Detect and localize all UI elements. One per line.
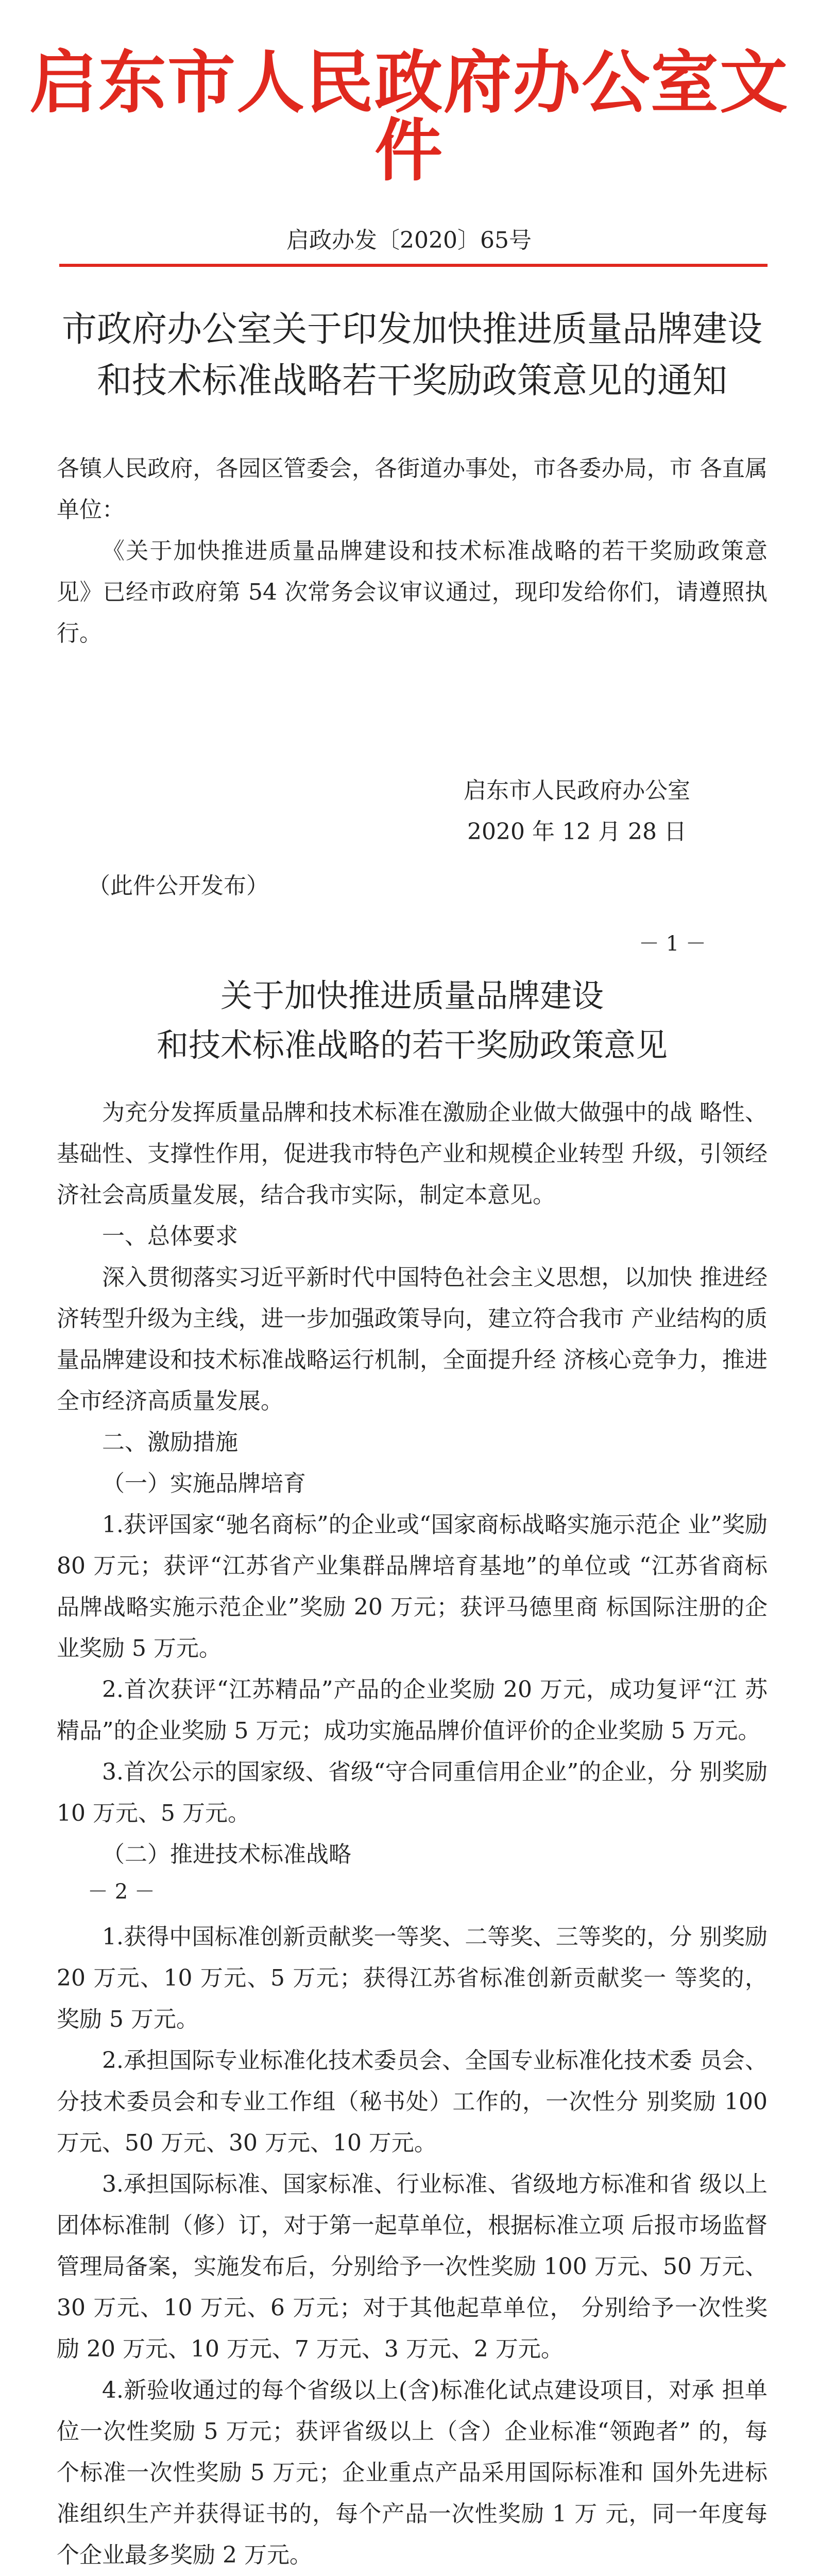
red-divider [59,264,768,267]
standard-item-1: 1.获得中国标准创新贡献奖一等奖、二等奖、三等奖的，分 别奖励 20 万元、10 万元、5 万元；获得江苏省标准创新贡献奖一 等奖的，奖励 5 万元。 [57,1924,768,2032]
notice-title-line-2: 和技术标准战略若干奖励政策意见的通知 [96,361,727,401]
opinion-text-page-2 [57,1917,768,2576]
section-1-body: 深入贯彻落实习近平新时代中国特色社会主义思想，以加快 推进经济转型升级为主线，进一步加强政策导向，建立符合我市 产业结构的质量品牌建设和技术标准战略运行机制，全面提升经 济核心竞争力，推进全市经济高质量发展。 [57,1264,768,1414]
subsection-heading-1: （一）实施品牌培育 [102,1470,306,1497]
notice-salutation: 各镇人民政府，各园区管委会，各街道办事处，市各委办局，市 各直属单位： [57,455,768,523]
document-number: 启政办发〔2020〕65号 [286,227,532,253]
notice-issuer: 启东市人民政府办公室 [464,777,690,804]
opinion-text-page-1 [57,1092,768,1875]
brand-item-1: 1.获评国家“驰名商标”的企业或“国家商标战略实施示范企 业”奖励 80 万元；获评“江苏省产业集群品牌培育基地”的单位或 “江苏省商标品牌战略实施示范企业”奖励 20 万元；获评马德里商 标国际注册的企业奖励 5 万元。 [57,1512,768,1662]
standard-item-2: 2.承担国际专业标准化技术委员会、全国专业标准化技术委 员会、分技术委员会和专业工作组（秘书处）工作的，一次性分 别奖励 100 万元、50 万元、30 万元、10 万元。 [57,2047,768,2156]
opinion-title [57,971,768,1070]
standard-item-3: 3.承担国际标准、国家标准、行业标准、省级地方标准和省 级以上团体标准制（修）订，对于第一起草单位，根据标准立项 后报市场监督管理局备案，实施发布后，分别给予一次性奖励 100 万元、50 万元、30 万元、10 万元、6 万元；对于其他起草单位， 分别给予一次性奖励 20 万元、10 万元、7 万元、3 万元、2 万元。 [57,2171,768,2362]
page-number-1: － 1 － [639,932,706,956]
opinion-title-line-1: 关于加快推进质量品牌建设 [220,977,604,1014]
document-header-title: 启东市人民政府办公室文件 [29,43,789,191]
notice-date: 2020 年 12 月 28 日 [467,819,687,845]
public-release-note: （此件公开发布） [88,873,269,899]
notice-paragraph: 《关于加快推进质量品牌建设和技术标准战略的若干奖励政策意见》已经市政府第 54 次常务会议审议通过，现印发给你们，请遵照执行。 [57,538,768,647]
subsection-heading-2: （二）推进技术标准战略 [102,1841,351,1868]
section-heading-1: 一、总体要求 [102,1223,238,1249]
opinion-title-line-2: 和技术标准战略的若干奖励政策意见 [156,1026,668,1064]
standard-item-4: 4.新验收通过的每个省级以上(含)标准化试点建设项目，对承 担单位一次性奖励 5 万元；获评省级以上（含）企业标准“领跑者” 的，每个标准一次性奖励 5 万元；企业重点产品采用国际标准和 国外先进标准组织生产并获得证书的，每个产品一次性奖励 1 万 元，同一年度每个企业最多奖励 2 万元。 [57,2377,768,2568]
section-heading-2: 二、激励措施 [102,1429,238,1455]
opinion-intro: 为充分发挥质量品牌和技术标准在激励企业做大做强中的战 略性、基础性、支撑性作用，促进我市特色产业和规模企业转型 升级，引领经济社会高质量发展，结合我市实际，制定本意见。 [57,1099,768,1208]
notice-title-line-1: 市政府办公室关于印发加快推进质量品牌建设 [61,309,762,350]
brand-item-3: 3.首次公示的国家级、省级“守合同重信用企业”的企业，分 别奖励 10 万元、5 万元。 [57,1759,768,1826]
page-number-2: － 2 － [88,1880,155,1904]
notice-title [57,304,768,407]
notice-body [57,448,768,654]
brand-item-2: 2.首次获评“江苏精品”产品的企业奖励 20 万元，成功复评“江 苏精品”的企业奖励 5 万元；成功实施品牌价值评价的企业奖励 5 万元。 [57,1676,768,1744]
